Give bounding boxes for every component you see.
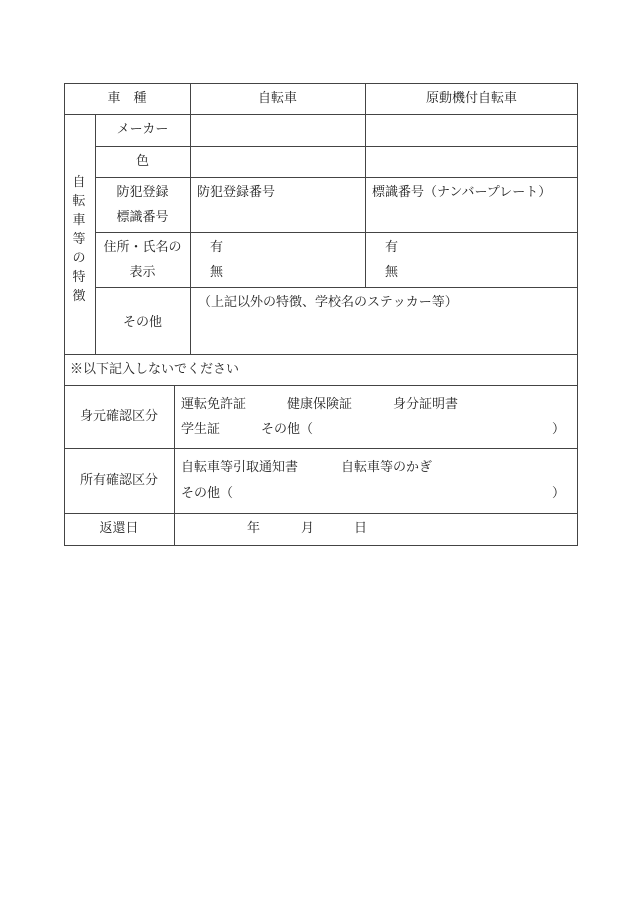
id-option-student: 学生証: [181, 422, 221, 437]
group-char: 自: [72, 175, 86, 190]
id-option-other-close: ）: [552, 422, 566, 437]
id-option-other: その他（: [261, 422, 314, 437]
row-divider: [64, 513, 578, 514]
own-option-notice: 自転車等引取通知書: [181, 460, 299, 475]
group-char: 等: [72, 232, 86, 247]
row-divider: [95, 146, 578, 147]
id-option-license: 運転免許証: [181, 397, 247, 412]
return-year-unit: 年: [247, 521, 261, 536]
header-moped: 原動機付自転車: [425, 91, 517, 106]
registration-bicycle-field: 防犯登録番号: [197, 185, 276, 200]
group-char: 特: [72, 270, 86, 285]
address-label-line2: 表示: [129, 265, 156, 280]
row-divider: [64, 354, 578, 355]
return-day-unit: 日: [354, 521, 368, 536]
other-note: （上記以外の特徴、学校名のステッカー等）: [198, 295, 458, 310]
table-bottom-border: [64, 545, 578, 546]
group-char: 車: [72, 213, 86, 228]
bicycle-yes-option: 有: [210, 240, 224, 255]
office-use-note: ※以下記入しないでください: [70, 362, 240, 377]
row-divider: [64, 385, 578, 386]
column-divider: [365, 83, 366, 288]
address-label-line1: 住所・氏名の: [103, 240, 182, 255]
return-month-unit: 月: [301, 521, 315, 536]
row-divider: [95, 177, 578, 178]
registration-moped-field: 標識番号（ナンバープレート）: [372, 185, 552, 200]
row-divider: [64, 114, 578, 115]
table-right-border: [577, 83, 578, 546]
bicycle-no-option: 無: [210, 265, 224, 280]
group-char: 徴: [72, 289, 86, 304]
ownership-verification-label: 所有確認区分: [79, 473, 158, 488]
column-divider: [190, 83, 191, 355]
color-label: 色: [135, 154, 149, 169]
table-top-border: [64, 83, 578, 84]
header-type-label: 車 種: [107, 91, 147, 106]
moped-yes-option: 有: [385, 240, 399, 255]
maker-label: メーカー: [116, 122, 169, 137]
return-date-label: 返還日: [99, 521, 139, 536]
moped-no-option: 無: [385, 265, 399, 280]
row-divider: [64, 448, 578, 449]
own-option-other-close: ）: [552, 486, 566, 501]
own-option-other: その他（: [181, 486, 234, 501]
row-divider: [95, 232, 578, 233]
other-label: その他: [122, 315, 162, 330]
id-verification-label: 身元確認区分: [79, 409, 158, 424]
id-option-insurance: 健康保険証: [287, 397, 353, 412]
header-bicycle: 自転車: [257, 91, 297, 106]
column-divider: [174, 385, 175, 546]
registration-label-line1: 防犯登録: [116, 185, 169, 200]
group-char: 転: [72, 194, 86, 209]
row-divider: [95, 287, 578, 288]
id-option-id-card: 身分証明書: [393, 397, 459, 412]
registration-label-line2: 標識番号: [116, 210, 169, 225]
own-option-key: 自転車等のかぎ: [341, 460, 433, 475]
group-char: の: [72, 251, 86, 266]
